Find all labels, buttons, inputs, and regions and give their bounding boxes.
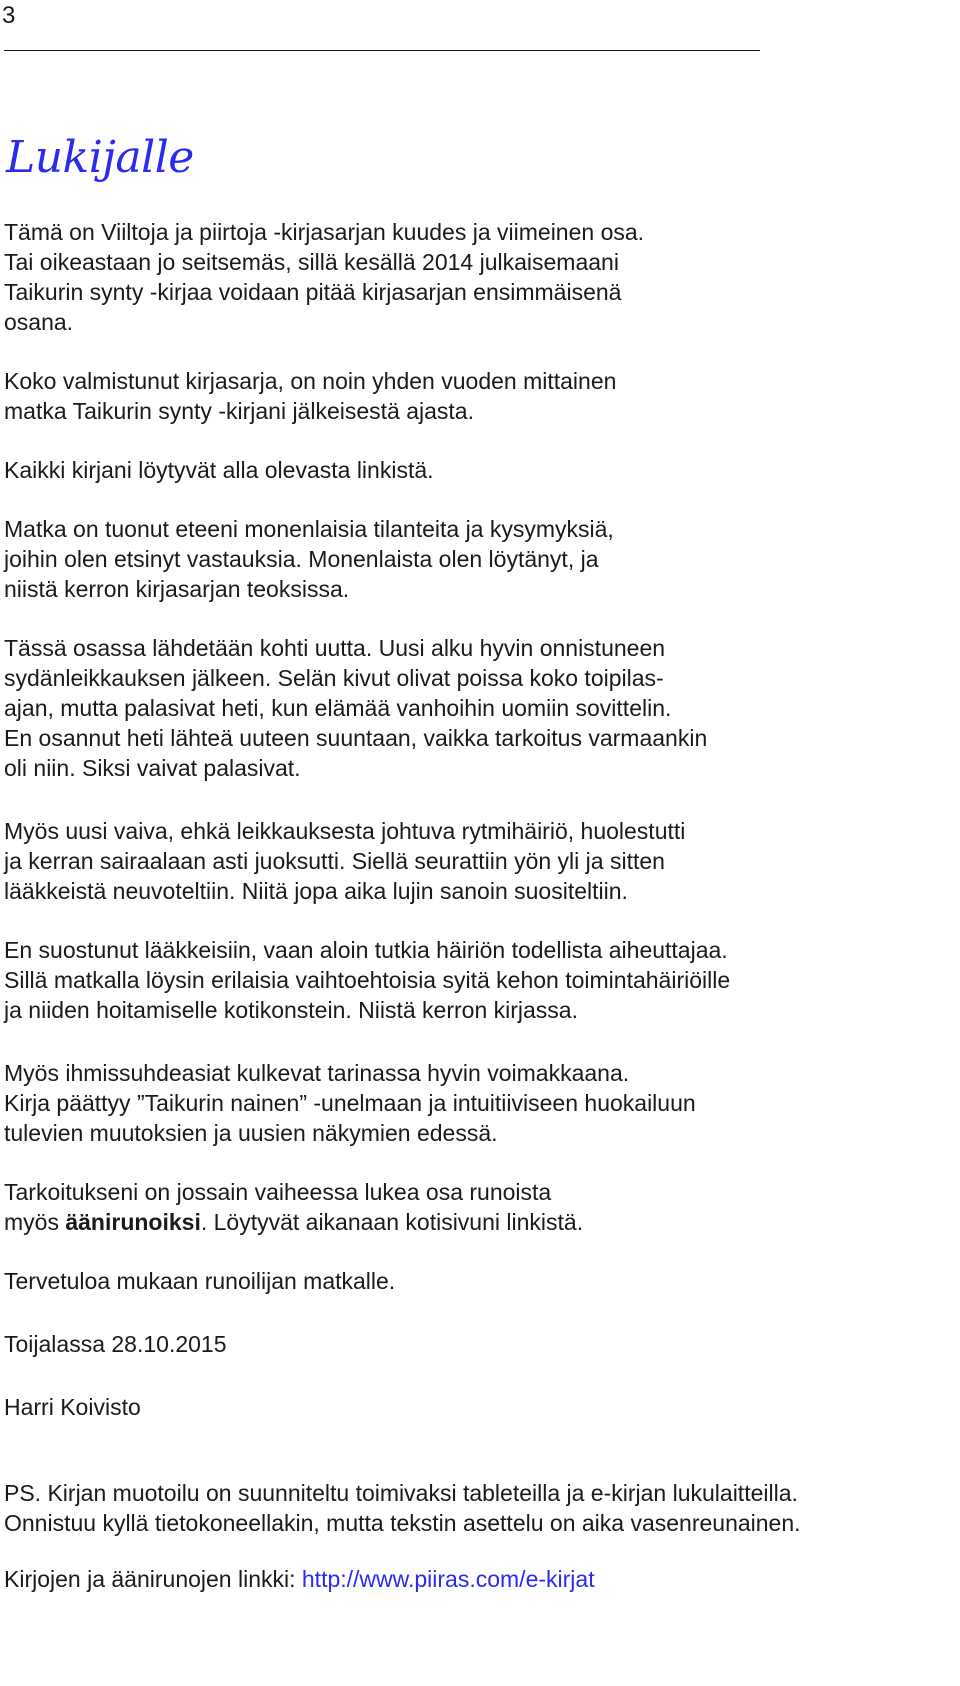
paragraph-series: Koko valmistunut kirjasarja, on noin yhden vuoden mittainen matka Taikurin synty -kirjani jälkeisestä ajasta. — [4, 368, 617, 424]
paragraph-new-beginning: Tässä osassa lähdetään kohti uutta. Uusi alku hyvin onnistuneen sydänleikkauksen jälkeen. Selän kivut olivat poissa koko toipilas- ajan, mutta palasivat heti, kun elämää vanhoihin uomiin sovittelin. En osannut heti lähteä uuteen suuntaan, vaikka tarkoitus varmaankin oli niin. Siksi vaivat palasivat. — [4, 635, 708, 781]
paragraph-intro: Tämä on Viiltoja ja piirtoja -kirjasarjan kuudes ja viimeinen osa. Tai oikeastaan jo seitsemäs, sillä kesällä 2014 julkaisemaani Taikurin synty -kirjaa voidaan pitää kirjasarjan ensimmäisenä osana. — [4, 219, 645, 335]
paragraph-audio-poems — [4, 1177, 954, 1237]
books-link-line — [4, 1564, 954, 1594]
audio-text-before: Tarkoitukseni on jossain vaiheessa lukea osa runoista myös — [4, 1179, 552, 1235]
books-link-label: Kirjojen ja äänirunojen linkki: — [4, 1566, 302, 1592]
page-title: Lukijalle — [6, 132, 194, 183]
paragraph-welcome: Tervetuloa mukaan runoilijan matkalle. — [4, 1268, 396, 1294]
paragraph-relationships: Myös ihmissuhdeasiat kulkevat tarinassa hyvin voimakkaana. Kirja päättyy ”Taikurin nainen” -unelmaan ja intuitiiviseen huokailuun tulevien muutoksien ja uusien näkymien edessä. — [4, 1060, 696, 1146]
paragraph-journey: Matka on tuonut eteeni monenlaisia tilanteita ja kysymyksiä, joihin olen etsinyt vastauksia. Monenlaista olen löytänyt, ja niistä kerron kirjasarjan teoksissa. — [4, 516, 614, 602]
page-number: 3 — [2, 2, 16, 29]
paragraph-arrhythmia: Myös uusi vaiva, ehkä leikkauksesta johtuva rytmihäiriö, huolestutti ja kerran sairaalaan asti juoksutti. Siellä seurattiin yön yli ja sitten lääkkeistä neuvoteltiin. Niitä jopa aika lujin sanoin suositeltiin. — [4, 818, 686, 904]
audio-text-after: . Löytyvät aikanaan kotisivuni linkistä. — [200, 1209, 584, 1235]
paragraph-books-link: Kaikki kirjani löytyvät alla olevasta linkistä. — [4, 457, 434, 483]
author-name: Harri Koivisto — [4, 1394, 141, 1420]
header-rule — [4, 50, 760, 51]
books-link-url[interactable]: http://www.piiras.com/e-kirjat — [301, 1566, 595, 1592]
audio-poems-bold: äänirunoiksi — [65, 1209, 201, 1235]
paragraph-medication: En suostunut lääkkeisiin, vaan aloin tutkia häiriön todellista aiheuttajaa. Sillä matkalla löysin erilaisia vaihtoehtoisia syitä kehon toimintahäiriöille ja niiden hoitamiselle kotikonstein. Niistä kerron kirjassa. — [4, 937, 731, 1023]
place-date: Toijalassa 28.10.2015 — [4, 1331, 227, 1357]
document-body — [4, 217, 954, 1594]
postscript: PS. Kirjan muotoilu on suunniteltu toimivaksi tableteilla ja e-kirjan lukulaitteilla. Onnistuu kyllä tietokoneellakin, mutta tekstin asettelu on aika vasenreunainen. — [4, 1480, 801, 1536]
